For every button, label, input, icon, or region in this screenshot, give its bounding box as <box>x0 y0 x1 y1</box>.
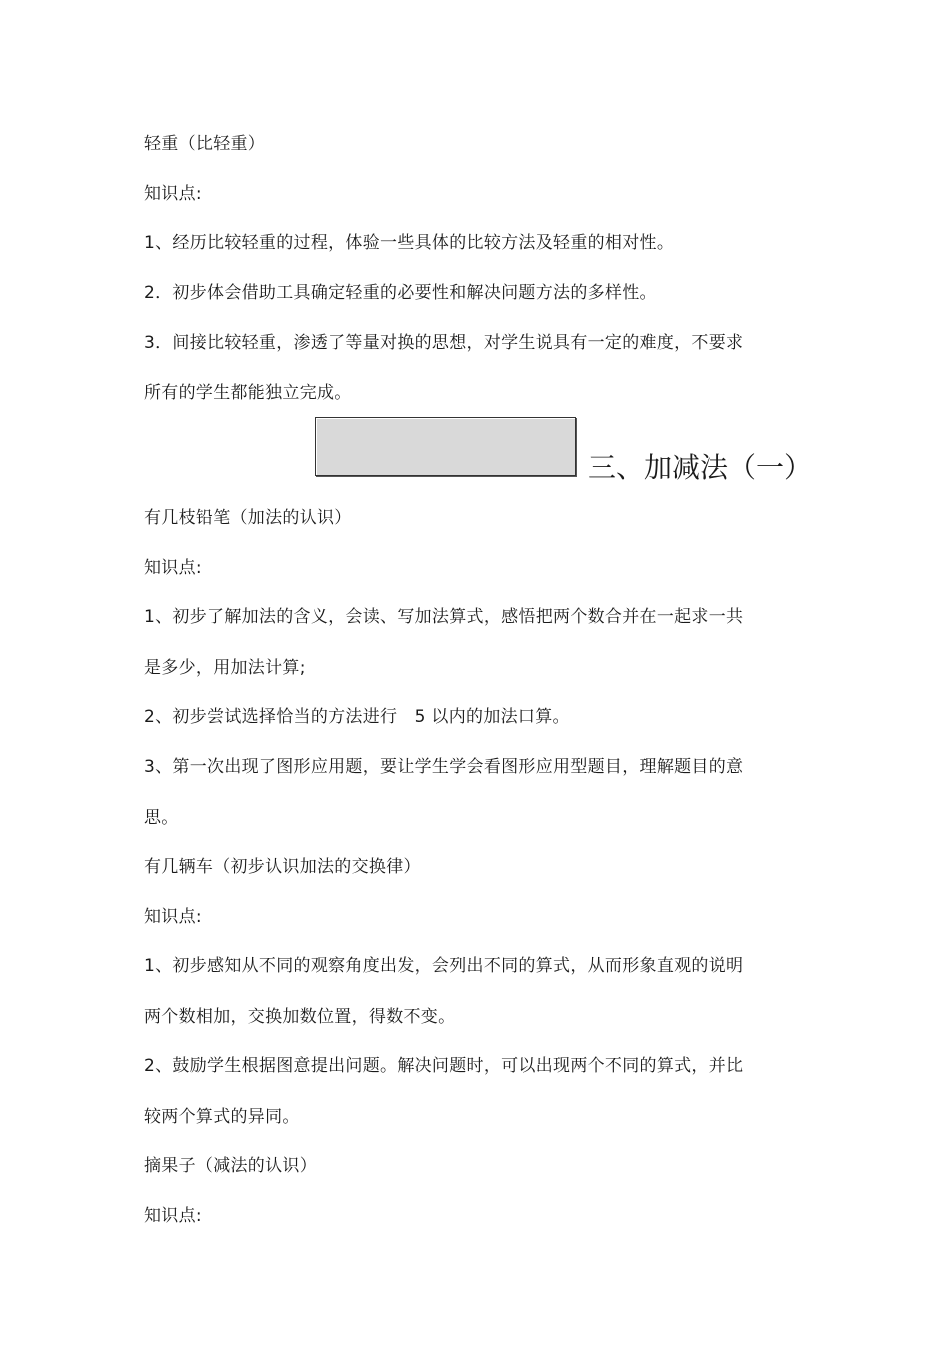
knowledge-item-3: 3、第一次出现了图形应用题，要让学生学会看图形应用型题目，理解题目的意 <box>144 757 744 777</box>
knowledge-item-3-continued: 所有的学生都能独立完成。 <box>144 383 352 403</box>
knowledge-item-2: 2．初步体会借助工具确定轻重的必要性和解决问题方法的多样性。 <box>144 283 657 303</box>
knowledge-item-3-continued: 思。 <box>144 808 179 828</box>
knowledge-label: 知识点: <box>144 907 202 927</box>
knowledge-item-2: 2、初步尝试选择恰当的方法进行 5 以内的加法口算。 <box>144 707 570 727</box>
section-title-pencils: 有几枝铅笔（加法的认识） <box>144 508 352 528</box>
section-title-fruit: 摘果子（减法的认识） <box>144 1156 317 1176</box>
knowledge-item-1-continued: 两个数相加，交换加数位置，得数不变。 <box>144 1007 456 1027</box>
section-title-weight: 轻重（比轻重） <box>144 134 266 154</box>
section-title-cars: 有几辆车（初步认识加法的交换律） <box>144 857 421 877</box>
knowledge-item-1: 1、初步了解加法的含义，会读、写加法算式，感悟把两个数合并在一起求一共 <box>144 607 744 627</box>
knowledge-item-1-continued: 是多少，用加法计算; <box>144 658 306 678</box>
knowledge-label: 知识点: <box>144 184 202 204</box>
knowledge-item-2-continued: 较两个算式的异同。 <box>144 1107 300 1127</box>
knowledge-item-1: 1、初步感知从不同的观察角度出发，会列出不同的算式，从而形象直观的说明 <box>144 956 744 976</box>
knowledge-item-3: 3．间接比较轻重，渗透了等量对换的思想，对学生说具有一定的难度，不要求 <box>144 333 744 353</box>
image-placeholder <box>315 417 576 476</box>
knowledge-item-2: 2、鼓励学生根据图意提出问题。解决问题时，可以出现两个不同的算式，并比 <box>144 1056 744 1076</box>
knowledge-label: 知识点: <box>144 1206 202 1226</box>
chapter-heading: 三、加减法（一） <box>588 451 813 484</box>
knowledge-item-1: 1、经历比较轻重的过程，体验一些具体的比较方法及轻重的相对性。 <box>144 233 675 253</box>
knowledge-label: 知识点: <box>144 558 202 578</box>
